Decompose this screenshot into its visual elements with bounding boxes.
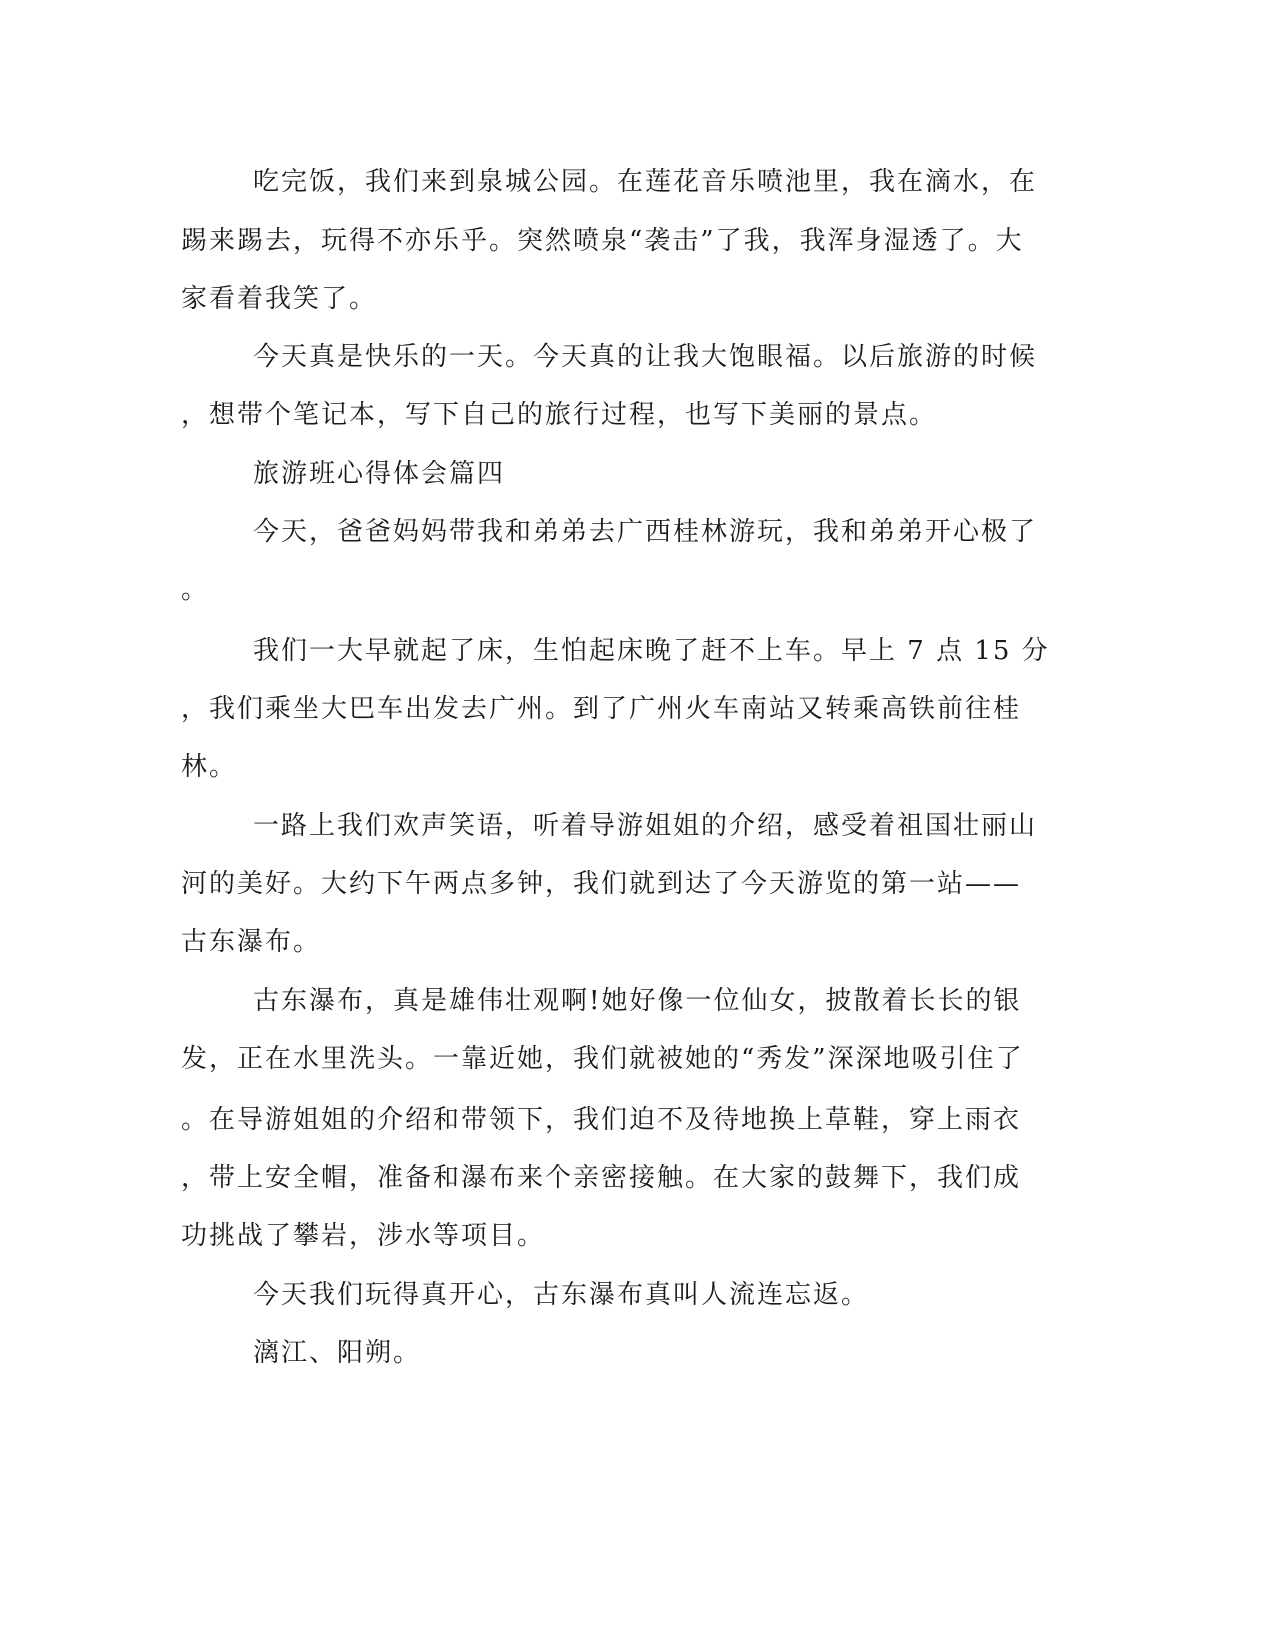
paragraph-line: 今天真是快乐的一天。今天真的让我大饱眼福。以后旅游的时候 [253,342,1038,372]
paragraph-line: 踢来踢去，玩得不亦乐乎。突然喷泉“袭击”了我，我浑身湿透了。大 [181,226,1024,256]
paragraph-line: 一路上我们欢声笑语，听着导游姐姐的介绍，感受着祖国壮丽山 [253,811,1038,841]
paragraph-line: 河的美好。大约下午两点多钟，我们就到达了今天游览的第一站—— [181,869,1022,899]
paragraph-line: 功挑战了攀岩，涉水等项目。 [181,1221,546,1251]
paragraph-line: 发，正在水里洗头。一靠近她，我们就被她的“秀发”深深地吸引住了 [181,1044,1024,1074]
paragraph-line: ，想带个笔记本，写下自己的旅行过程，也写下美丽的景点。 [181,400,938,430]
paragraph-line: 古东瀑布，真是雄伟壮观啊!她好像一位仙女，披散着长长的银 [253,986,1022,1016]
section-heading: 旅游班心得体会篇四 [253,459,506,489]
paragraph-line: 林。 [181,752,238,782]
paragraph-line: 吃完饭，我们来到泉城公园。在莲花音乐喷池里，我在滴水，在 [253,167,1038,197]
paragraph-line: ，我们乘坐大巴车出发去广州。到了广州火车南站又转乘高铁前往桂 [181,694,1022,724]
paragraph-line: 今天我们玩得真开心，古东瀑布真叫人流连忘返。 [253,1280,870,1310]
paragraph-line: ，带上安全帽，准备和瀑布来个亲密接触。在大家的鼓舞下，我们成 [181,1163,1022,1193]
paragraph-line: 。在导游姐姐的介绍和带领下，我们迫不及待地换上草鞋，穿上雨衣 [181,1105,1022,1135]
paragraph-line: 古东瀑布。 [181,927,322,957]
paragraph-line: 漓江、阳朔。 [253,1338,422,1368]
paragraph-line: 家看着我笑了。 [181,284,378,314]
paragraph-line: 我们一大早就起了床，生怕起床晚了赶不上车。早上 7 点 15 分 [253,636,1050,666]
paragraph-line: 。 [181,575,210,605]
paragraph-line: 今天，爸爸妈妈带我和弟弟去广西桂林游玩，我和弟弟开心极了 [253,517,1038,547]
